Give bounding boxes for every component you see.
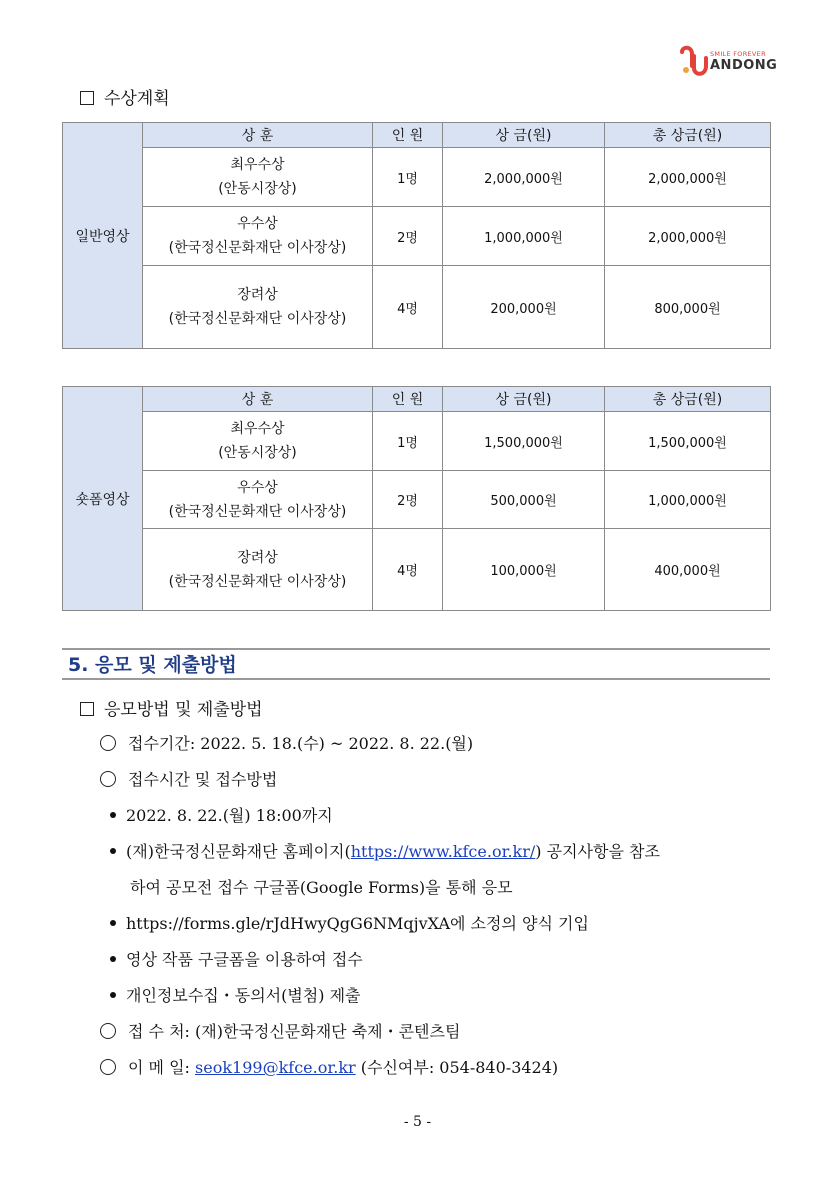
total-cell: 2,000,000원 <box>605 148 771 207</box>
header-award: 상 훈 <box>143 387 373 412</box>
header-prize: 상 금(원) <box>443 387 605 412</box>
bullet-deadline: 2022. 8. 22.(월) 18:00까지 <box>110 803 333 826</box>
logo-name: ANDONG <box>710 58 778 73</box>
count-cell: 4명 <box>373 529 443 611</box>
prize-cell: 200,000원 <box>443 266 605 349</box>
bullet-video-submit: 영상 작품 구글폼을 이용하여 접수 <box>110 947 363 970</box>
table-row <box>63 207 771 266</box>
prize-cell: 100,000원 <box>443 529 605 611</box>
award-heading: 수상계획 <box>80 84 170 109</box>
submission-subheading: 응모방법 및 제출방법 <box>80 695 263 720</box>
circle-bullet-icon <box>100 735 116 751</box>
category-cell: 숏폼영상 <box>63 387 143 611</box>
award-name-cell: 우수상 (한국정신문화재단 이사장상) <box>143 207 373 266</box>
prize-cell: 1,500,000원 <box>443 412 605 471</box>
dot-bullet-icon <box>110 920 116 926</box>
award-name-cell: 최우수상 (안동시장상) <box>143 148 373 207</box>
dot-bullet-icon <box>110 956 116 962</box>
email-line: 이 메 일: seok199@kfce.or.kr (수신여부: 054-840-3424) <box>100 1055 558 1078</box>
office-line: 접 수 처: (재)한국정신문화재단 축제・콘텐츠팀 <box>100 1019 460 1042</box>
prize-cell: 1,000,000원 <box>443 207 605 266</box>
bullet-privacy-consent: 개인정보수집・동의서(별첨) 제출 <box>110 983 361 1006</box>
table-row <box>63 471 771 529</box>
award-name-cell: 장려상 (한국정신문화재단 이사장상) <box>143 529 373 611</box>
category-cell: 일반영상 <box>63 123 143 349</box>
bullet-form-link: https://forms.gle/rJdHwyQgG6NMqjvXA에 소정의 양식 기입 <box>110 911 589 934</box>
dot-bullet-icon <box>110 812 116 818</box>
total-cell: 2,000,000원 <box>605 207 771 266</box>
header-prize: 상 금(원) <box>443 123 605 148</box>
logo-tagline: SMILE FOREVER <box>710 50 766 58</box>
header-award: 상 훈 <box>143 123 373 148</box>
section-5-title: 5. 응모 및 제출방법 <box>68 654 237 676</box>
circle-bullet-icon <box>100 1023 116 1039</box>
bullet-homepage: (재)한국정신문화재단 홈페이지(https://www.kfce.or.kr/) 공지사항을 참조 <box>110 839 660 862</box>
total-cell: 400,000원 <box>605 529 771 611</box>
prize-cell: 2,000,000원 <box>443 148 605 207</box>
square-bullet-icon <box>80 702 94 716</box>
award-table-shortform <box>62 386 771 611</box>
dot-bullet-icon <box>110 848 116 854</box>
header-total: 총 상금(원) <box>605 123 771 148</box>
count-cell: 1명 <box>373 148 443 207</box>
period-line: 접수기간: 2022. 5. 18.(수) ~ 2022. 8. 22.(월) <box>100 731 473 754</box>
total-cell: 1,500,000원 <box>605 412 771 471</box>
bullet-homepage-continued: 하여 공모전 접수 구글폼(Google Forms)을 통해 응모 <box>130 878 513 897</box>
award-name-cell: 우수상 (한국정신문화재단 이사장상) <box>143 471 373 529</box>
circle-bullet-icon <box>100 1059 116 1075</box>
count-cell: 1명 <box>373 412 443 471</box>
table-row <box>63 266 771 349</box>
andong-logo <box>676 44 786 80</box>
header-count: 인 원 <box>373 123 443 148</box>
square-bullet-icon <box>80 91 94 105</box>
count-cell: 2명 <box>373 207 443 266</box>
header-total: 총 상금(원) <box>605 387 771 412</box>
kfce-homepage-link[interactable]: https://www.kfce.or.kr/ <box>350 842 536 861</box>
award-name-cell: 장려상 (한국정신문화재단 이사장상) <box>143 266 373 349</box>
header-count: 인 원 <box>373 387 443 412</box>
andong-logo-mark-icon <box>676 44 710 78</box>
count-cell: 4명 <box>373 266 443 349</box>
total-cell: 1,000,000원 <box>605 471 771 529</box>
table-row <box>63 412 771 471</box>
award-table-general <box>62 122 771 349</box>
page-number: - 5 - <box>403 1114 432 1130</box>
count-cell: 2명 <box>373 471 443 529</box>
section-5-title-bar <box>62 648 770 680</box>
email-link[interactable]: seok199@kfce.or.kr <box>195 1058 356 1077</box>
table-row <box>63 529 771 611</box>
method-heading-line: 접수시간 및 접수방법 <box>100 767 277 790</box>
award-name-cell: 최우수상 (안동시장상) <box>143 412 373 471</box>
prize-cell: 500,000원 <box>443 471 605 529</box>
table-row <box>63 148 771 207</box>
circle-bullet-icon <box>100 771 116 787</box>
dot-bullet-icon <box>110 992 116 998</box>
total-cell: 800,000원 <box>605 266 771 349</box>
